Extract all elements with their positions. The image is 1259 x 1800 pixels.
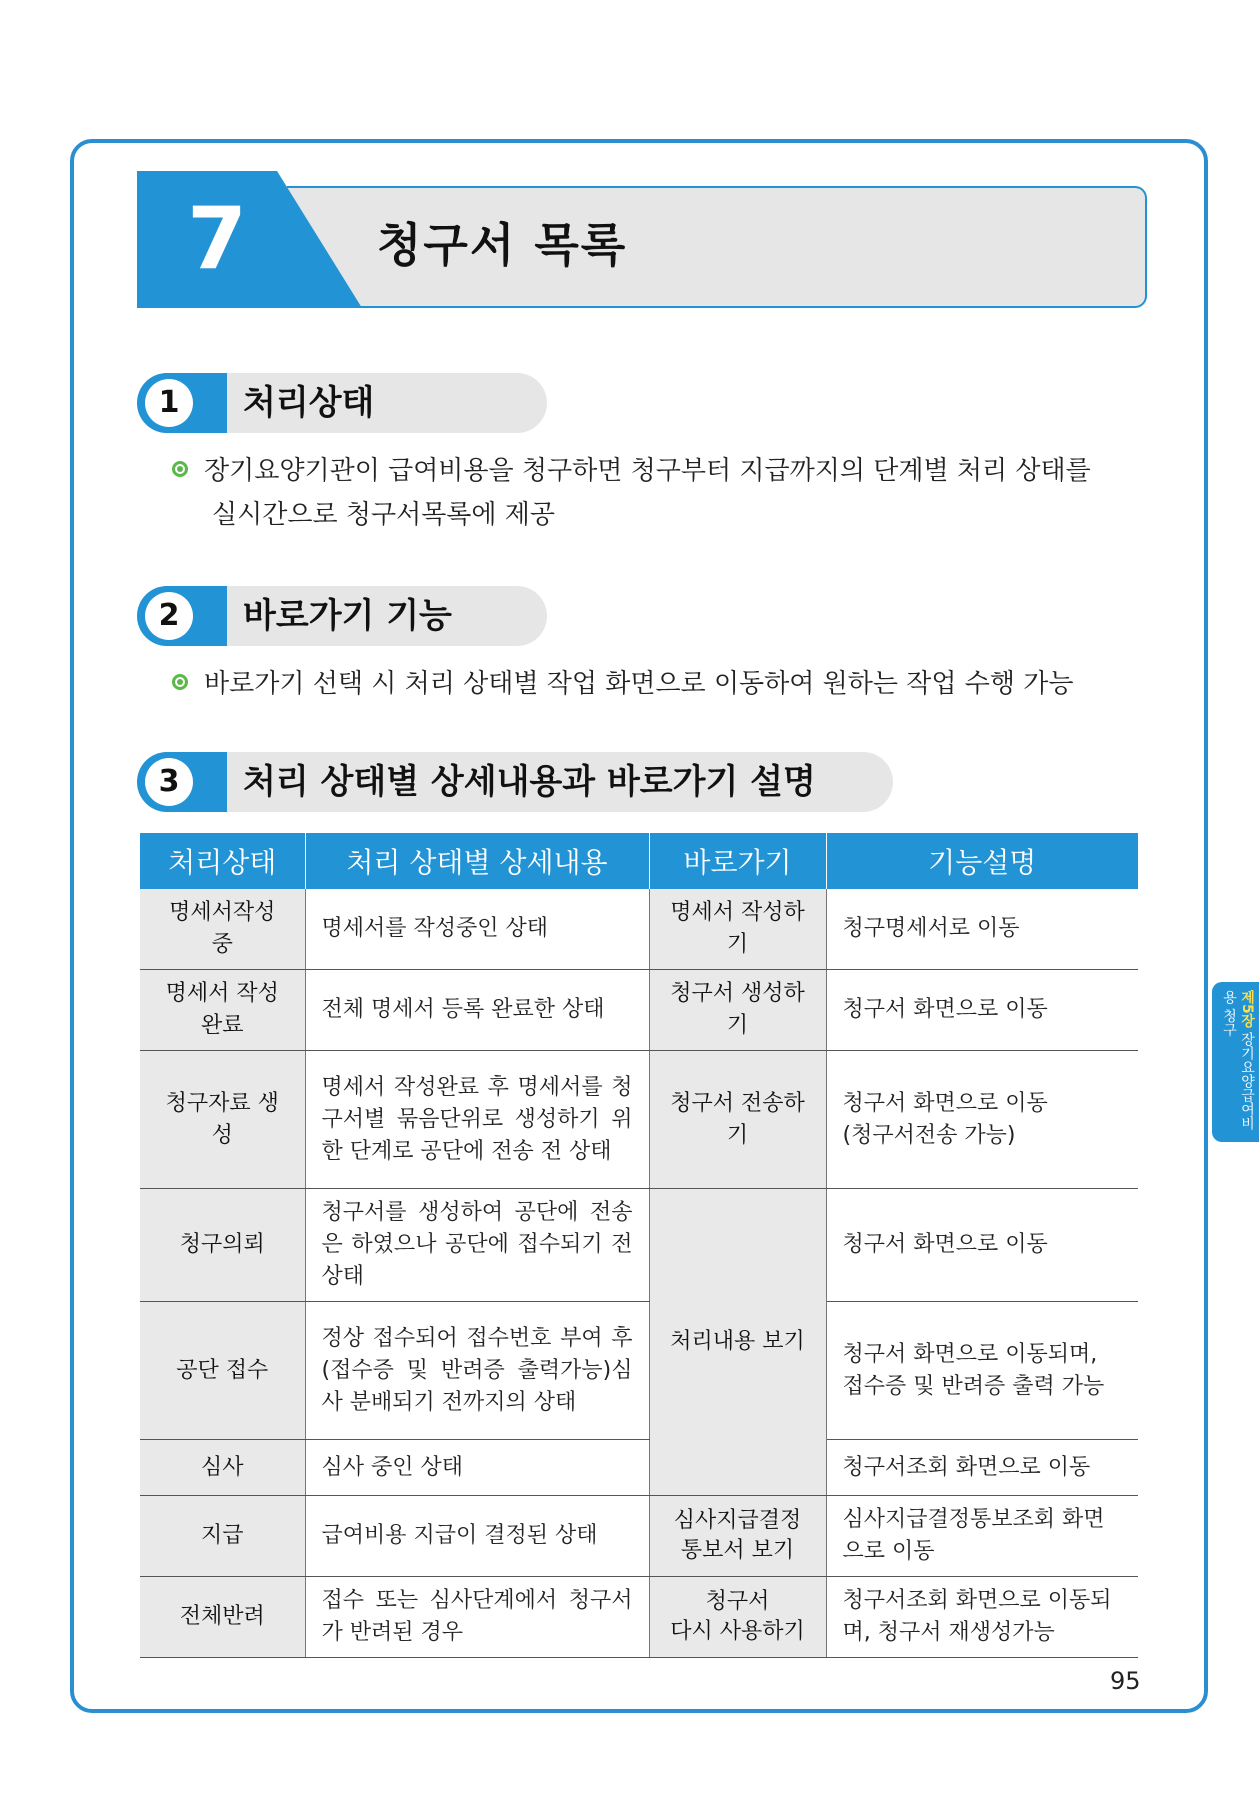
table-row: 전체반려 접수 또는 심사단계에서 청구서가 반려된 경우 청구서 다시 사용하기 청구서조회 화면으로 이동되며, 청구서 재생성가능 — [140, 1577, 1138, 1658]
table-row: 명세서작성 중 명세서를 작성중인 상태 명세서 작성하기 청구명세서로 이동 — [140, 889, 1138, 970]
table-header: 기능설명 — [826, 833, 1138, 889]
page-number: 95 — [1110, 1667, 1141, 1695]
table-header-row — [140, 833, 1138, 889]
table-row: 심사 심사 중인 상태 청구서조회 화면으로 이동 — [140, 1440, 1138, 1496]
table-header: 바로가기 — [649, 833, 826, 889]
section-number: 3 — [145, 758, 193, 806]
table-row: 공단 접수 정상 접수되어 접수번호 부여 후(접수증 및 반려증 출력가능)심사 분배되기 전까지의 상태 청구서 화면으로 이동되며, 접수증 및 반려증 출력 가능 — [140, 1302, 1138, 1440]
table-row: 청구의뢰 청구서를 생성하여 공단에 전송은 하였으나 공단에 접수되기 전 상태 처리내용 보기 청구서 화면으로 이동 — [140, 1189, 1138, 1302]
bullet-item: 바로가기 선택 시 처리 상태별 작업 화면으로 이동하여 원하는 작업 수행 가능 — [172, 662, 1074, 706]
bullet-item: 장기요양기관이 급여비용을 청구하면 청구부터 지급까지의 단계별 처리 상태를 실시간으로 청구서목록에 제공 — [172, 449, 1091, 537]
chapter-side-label: 제5장 장기요양급여비용 청구 — [1221, 990, 1255, 1131]
chapter-number: 7 — [187, 189, 247, 289]
section-number: 2 — [145, 592, 193, 640]
chapter-title: 청구서 목록 — [377, 218, 628, 272]
section-title: 처리상태 — [243, 383, 375, 423]
section-title: 바로가기 기능 — [243, 596, 452, 636]
section-number: 1 — [145, 379, 193, 427]
table-header: 처리 상태별 상세내용 — [305, 833, 649, 889]
table-row: 지급 급여비용 지급이 결정된 상태 심사지급결정 통보서 보기 심사지급결정통보조회 화면으로 이동 — [140, 1496, 1138, 1577]
table-row: 명세서 작성완료 전체 명세서 등록 완료한 상태 청구서 생성하기 청구서 화면으로 이동 — [140, 970, 1138, 1051]
status-table — [140, 833, 1138, 1658]
section-title: 처리 상태별 상세내용과 바로가기 설명 — [243, 762, 816, 802]
table-row: 청구자료 생성 명세서 작성완료 후 명세서를 청구서별 묶음단위로 생성하기 위한 단계로 공단에 전송 전 상태 청구서 전송하기 청구서 화면으로 이동 (청구서전송 가능) — [140, 1051, 1138, 1189]
bullet-icon — [172, 674, 188, 690]
bullet-icon — [172, 461, 188, 477]
table-header: 처리상태 — [140, 833, 305, 889]
chapter-header — [137, 171, 1147, 308]
